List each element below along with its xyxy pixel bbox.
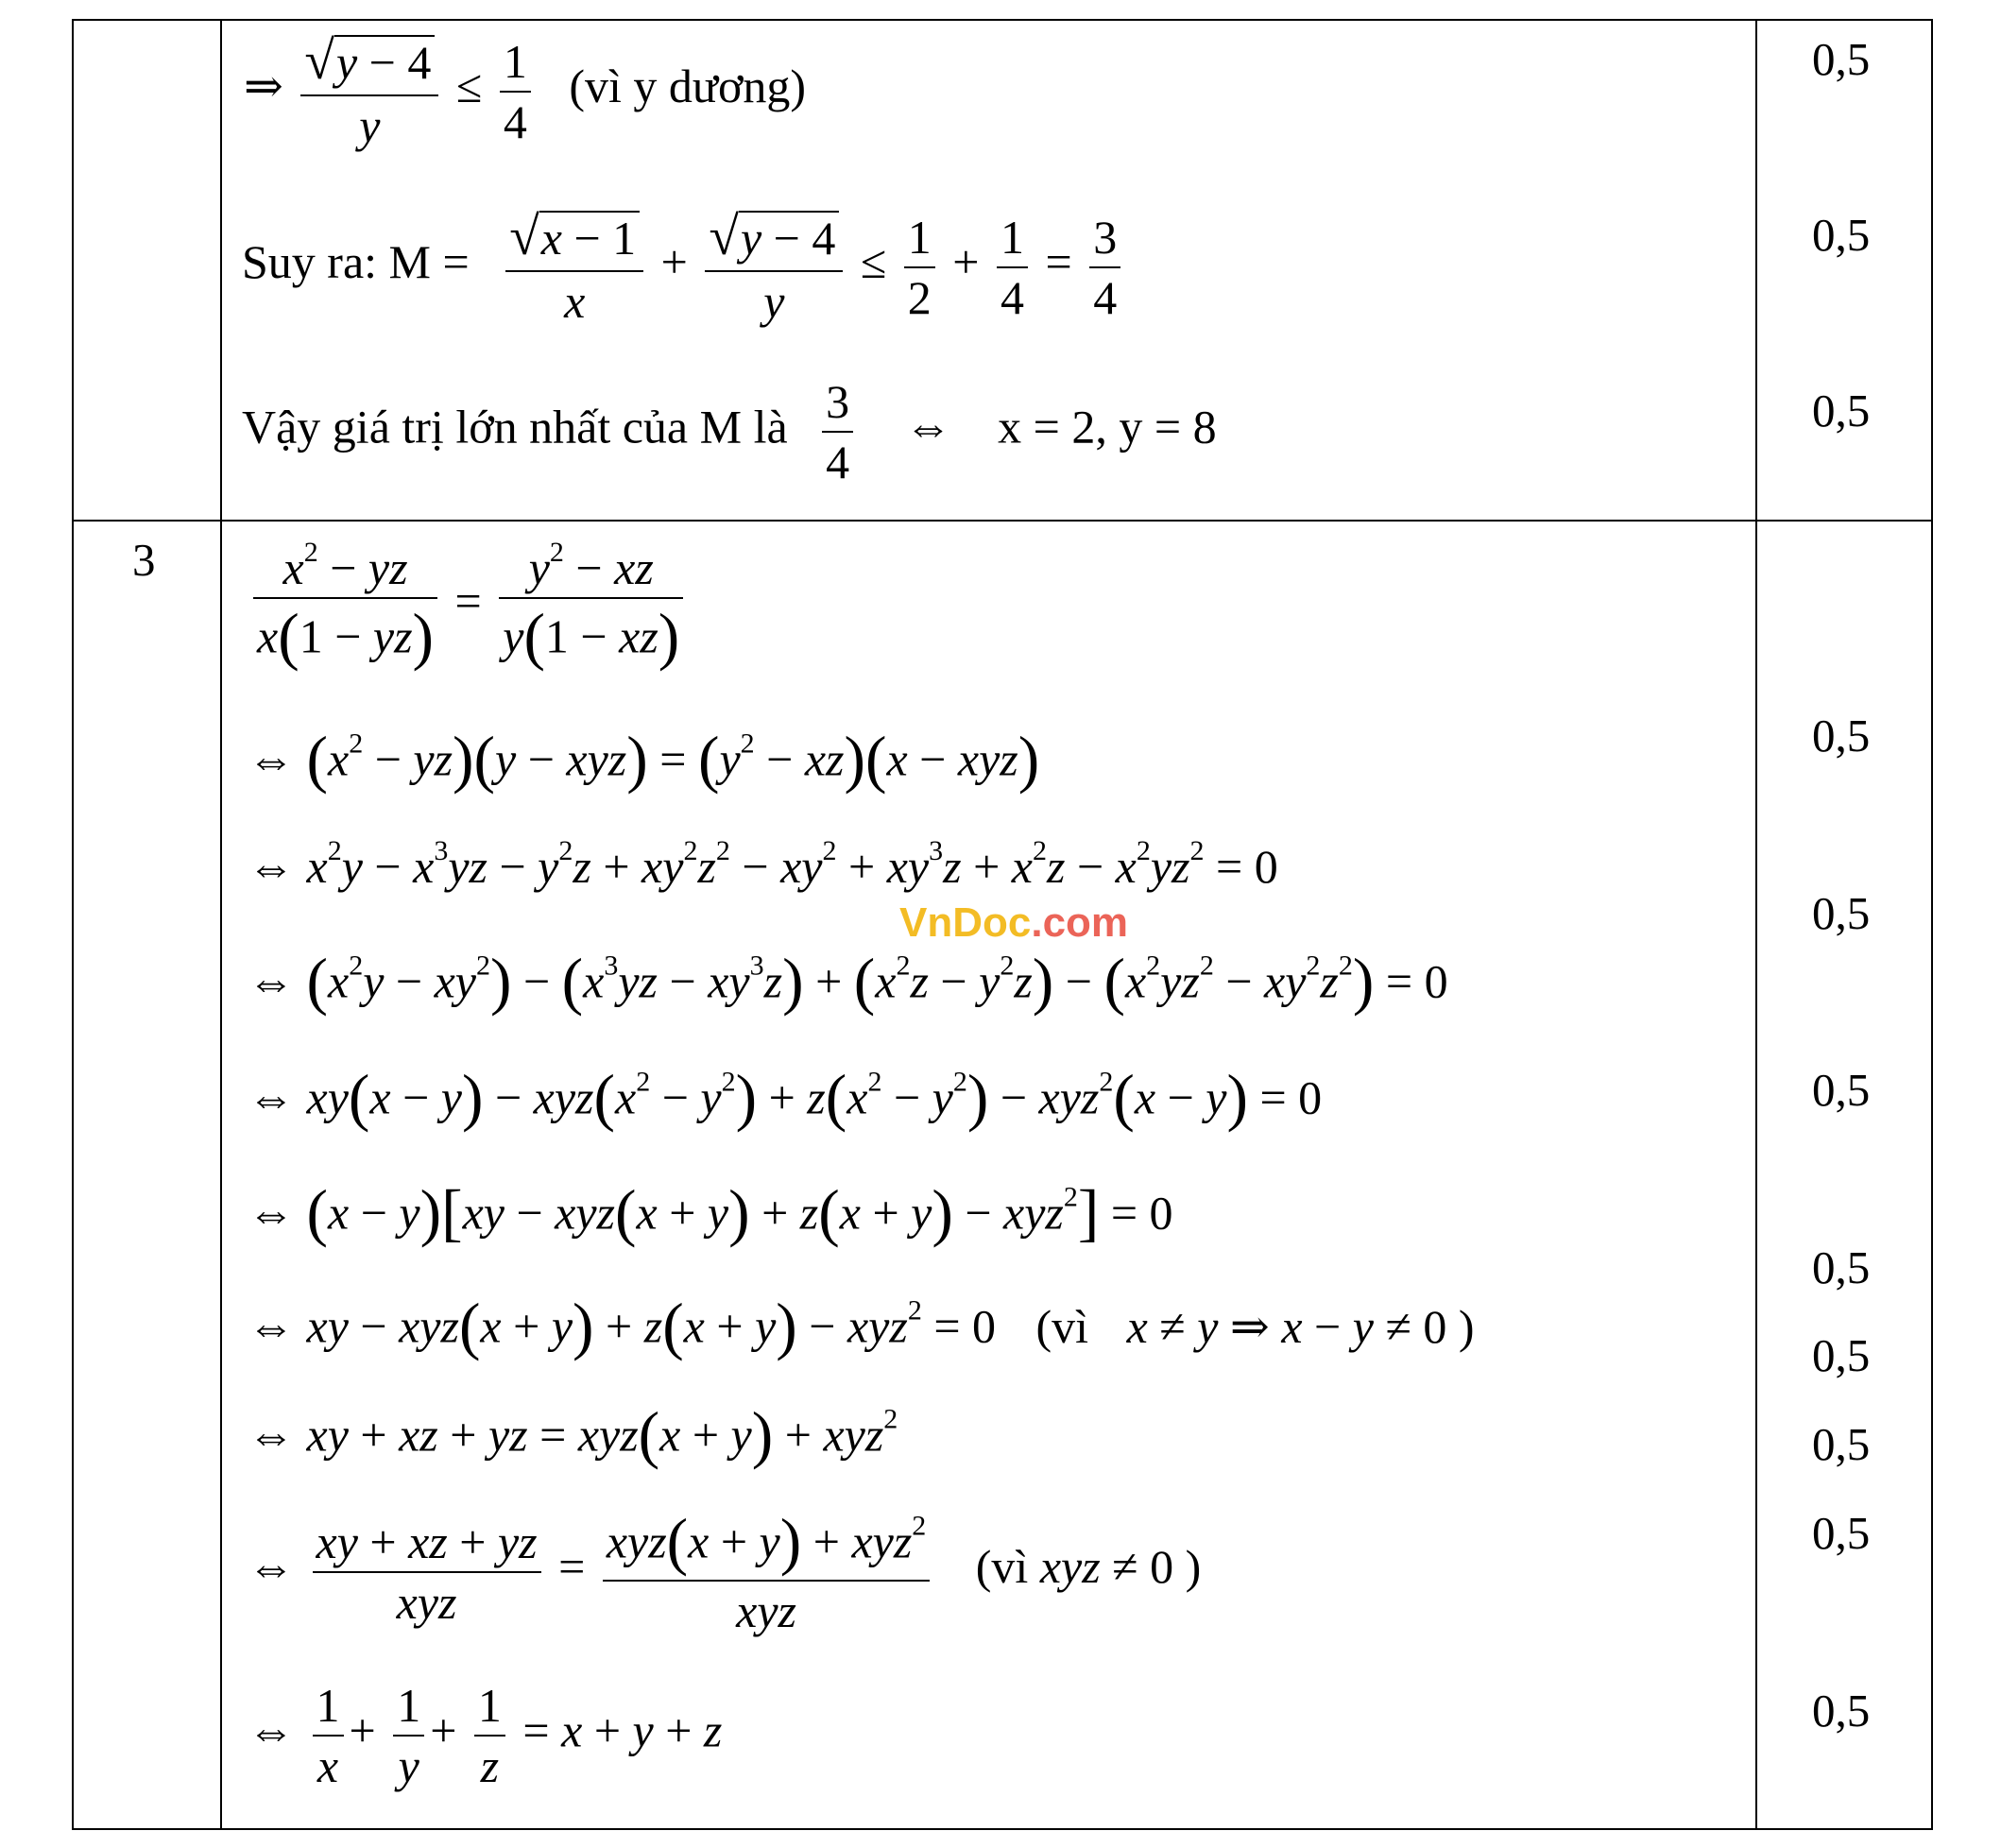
score: 0,5 (1812, 710, 1871, 761)
vndoc-watermark-logo: VnDoc.com (899, 899, 1129, 946)
math-line-2: Suy ra: M = $\frac{√x - 1}{x}$ + $\frac{√y - 4}{y}$ ≤ $\frac{1}{2}$ + $\frac{1}{4}$ = $\frac{3}{4}$ (242, 210, 1126, 325)
score: 0,5 (1812, 1418, 1871, 1470)
math-line-1: ⇒ $\frac{√y - 4}{y}$ ≤ $\frac{1}{4}$ (vì y dương) (244, 31, 807, 152)
column-divider-2 (1755, 19, 1757, 1830)
row-divider (72, 520, 1933, 522)
score: 0,5 (1812, 1329, 1871, 1381)
math-line-6: ⇔ $x^2y - x^3yz - y^2z + xy^2z^2 - xy^2 + xy^3z + x^2z - x^2yz^2 = 0$ (248, 835, 1278, 893)
score: 0,5 (1812, 887, 1871, 939)
question-number: 3 (132, 534, 156, 586)
note-label: (vì (1035, 1299, 1089, 1353)
math-line-12: ⇔ $\frac{xy + xz + yz}{\text{xyz}}$ = $\frac{xyz(x + y) + xyz^2}{\text{xyz}}$ (vì xyz ≠ 0 ) (248, 1506, 1202, 1637)
score: 0,5 (1812, 33, 1871, 85)
math-line-11: ⇔ xy + xz + yz = xyz(x + y) + xyz$^2$ (248, 1399, 898, 1470)
score: 0,5 (1812, 385, 1871, 436)
score: 0,5 (1812, 1507, 1871, 1559)
max-condition: x = 2, y = 8 (998, 400, 1217, 453)
note-y-positive: (vì y dương) (569, 60, 807, 113)
math-line-3: Vậy giá trị lớn nhất của M là $\frac{3}{4}$ ⇔ x = 2, y = 8 (242, 375, 1217, 488)
score: 0,5 (1812, 1685, 1871, 1737)
math-line-8: ⇔ $xy(x - y) - xyz(x^2 - y^2) + z(x^2 - y^2) - xyz^2(x - y) = 0$ (248, 1062, 1323, 1133)
score: 0,5 (1812, 1064, 1871, 1116)
score: 0,5 (1812, 209, 1871, 261)
note-label-xyz: (vì (975, 1540, 1029, 1594)
math-line-4: $\frac{x^2 - yz}{x(1 - yz)}$ = $\frac{y^2 - xz}{y(1 - xz)}$ (248, 544, 689, 669)
math-line-10: ⇔ xy − xyz(x + y) + z(x + y) − xyz$^2$ = 0 (vì x ≠ y ⇒ x − y ≠ 0 ) (248, 1291, 1475, 1361)
math-line-9: ⇔ (x − y)[xy − xyz(x + y) + z(x + y) − xyz$^2$] = 0 (248, 1177, 1173, 1248)
math-line-7: ⇔ $(x^2y - xy^2) - (x^3yz - xy^3z) + (x^2z - y^2z) - (x^2yz^2 - xy^2z^2) = 0$ (248, 946, 1448, 1017)
score: 0,5 (1812, 1241, 1871, 1293)
math-line-13: ⇔ $\frac{1}{x}$ + $\frac{1}{y}$ + $\frac{1}{z}$ = x + y + z (248, 1679, 723, 1792)
math-line-5: ⇔ $(x^2 - yz)(y - xyz) = (y^2 - xz)(x - xyz)$ (248, 724, 1040, 795)
column-divider-1 (220, 19, 222, 1830)
conclusion-label: Vậy giá trị lớn nhất của M là (242, 400, 788, 453)
suy-ra-label: Suy ra: M = (242, 235, 470, 289)
